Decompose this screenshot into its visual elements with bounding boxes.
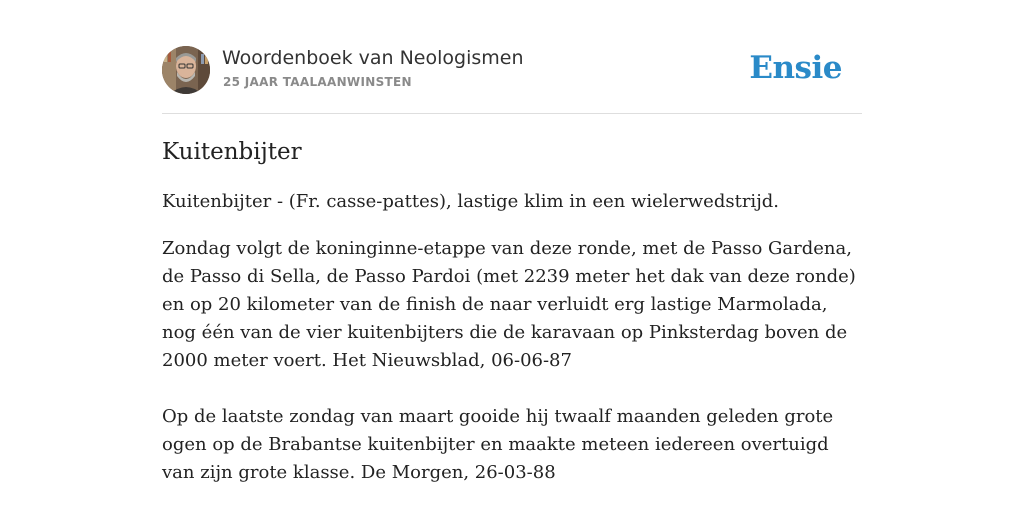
site-header xyxy=(162,46,862,96)
avatar[interactable] xyxy=(162,46,210,94)
entry-title: Kuitenbijter xyxy=(162,139,302,165)
entry-content xyxy=(162,137,862,487)
site-subtitle: 25 JAAR TAALAANWINSTEN xyxy=(223,75,412,89)
avatar-photo-icon xyxy=(162,46,210,94)
site-title[interactable]: Woordenboek van Neologismen xyxy=(222,47,524,69)
entry-definition: Kuitenbijter - (Fr. casse-pattes), lastige klim in een wielerwedstrijd. xyxy=(162,191,780,212)
brand-logo[interactable]: Ensie xyxy=(749,50,842,86)
entry-quote-2: Op de laatste zondag van maart gooide hij twaalf maanden geleden grote ogen op de Brabantse kuitenbijter en maakte meteen iedereen overtuigd van zijn grote klasse. De Morgen, 26-03-88 xyxy=(162,406,834,483)
header-divider xyxy=(162,113,862,114)
entry-quote-1: Zondag volgt de koninginne-etappe van deze ronde, met de Passo Gardena, de Passo di Sella, de Passo Pardoi (met 2239 meter het dak van deze ronde) en op 20 kilometer van de finish de naar verluidt erg lastige Marmolada, nog één van de vier kuitenbijters die de karavaan op Pinksterdag boven de 2000 meter voert. Het Nieuwsblad, 06-06-87 xyxy=(162,238,856,371)
